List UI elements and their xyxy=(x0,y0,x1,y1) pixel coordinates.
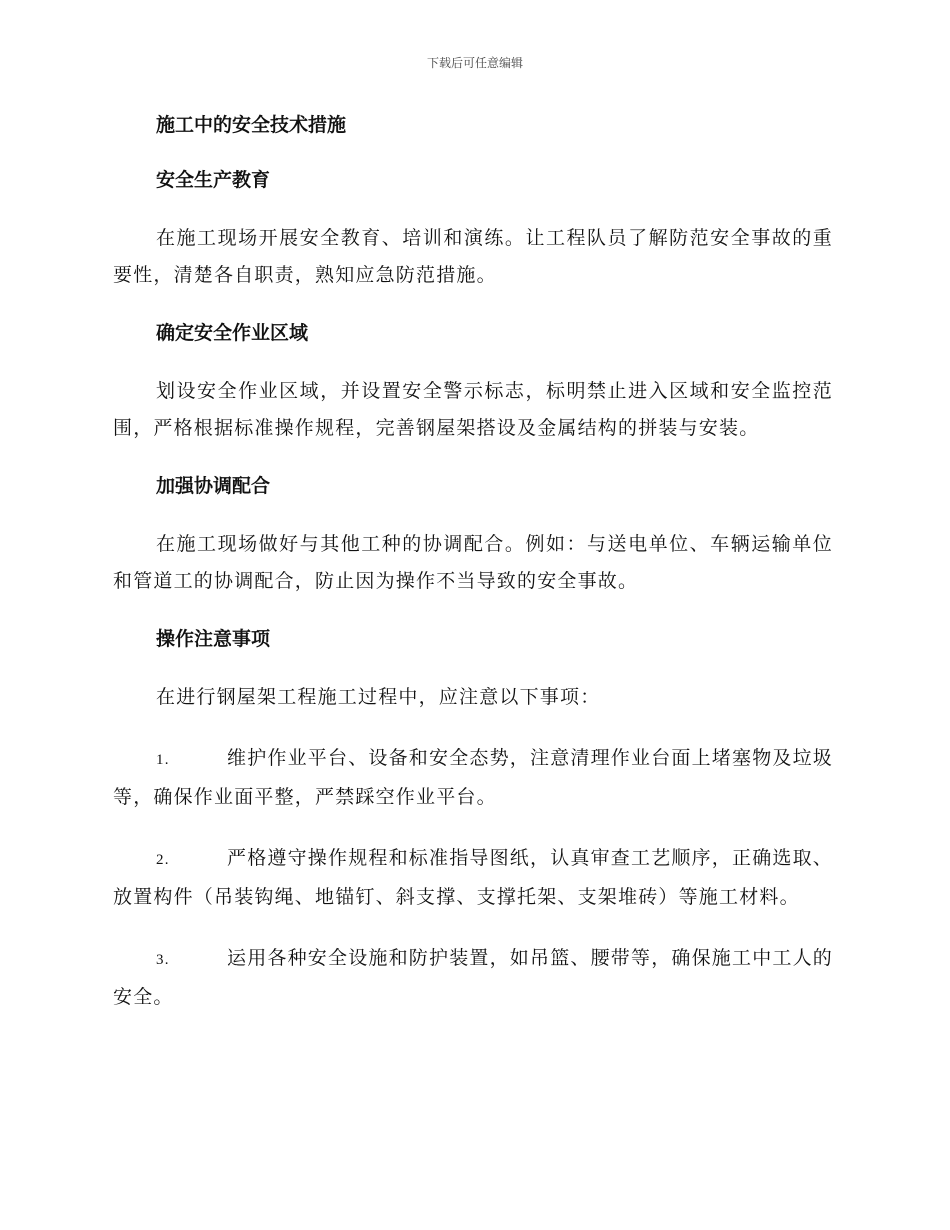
list-item-text: 严格遵守操作规程和标准指导图纸，认真审查工艺顺序，正确选取、放置构件（吊装钩绳、地锚钉、斜支撑、支撑托架、支架堆砖）等施工材料。 xyxy=(113,847,834,908)
list-item-text: 运用各种安全设施和防护装置，如吊篮、腰带等，确保施工中工人的安全。 xyxy=(113,947,834,1008)
list-item xyxy=(113,940,833,1016)
document-body xyxy=(113,110,833,1016)
list-item-text: 维护作业平台、设备和安全态势，注意清理作业台面上堵塞物及垃圾等，确保作业面平整，严禁踩空作业平台。 xyxy=(113,747,834,808)
list-item-number: 1. xyxy=(156,752,170,768)
section-heading: 加强协调配合 xyxy=(156,475,271,497)
section-heading: 安全生产教育 xyxy=(156,169,271,191)
section-paragraph: 在施工现场开展安全教育、培训和演练。让工程队员了解防范安全事故的重要性，清楚各自职责，熟知应急防范措施。 xyxy=(113,227,833,286)
section-heading: 操作注意事项 xyxy=(156,628,271,650)
section-paragraph: 在施工现场做好与其他工种的协调配合。例如：与送电单位、车辆运输单位和管道工的协调配合，防止因为操作不当导致的安全事故。 xyxy=(113,533,833,592)
list-item xyxy=(113,740,833,816)
list-item-number: 3. xyxy=(156,952,170,968)
document-title: 施工中的安全技术措施 xyxy=(156,114,347,136)
list-item xyxy=(113,840,833,916)
list-item-number: 2. xyxy=(156,852,170,868)
page-header: 下载后可任意编辑 xyxy=(426,56,523,70)
section-paragraph: 在进行钢屋架工程施工过程中，应注意以下事项： xyxy=(156,686,601,708)
section-paragraph: 划设安全作业区域，并设置安全警示标志，标明禁止进入区域和安全监控范围，严格根据标准操作规程，完善钢屋架搭设及金属结构的拼装与安装。 xyxy=(113,380,833,439)
section-heading: 确定安全作业区域 xyxy=(156,322,309,344)
